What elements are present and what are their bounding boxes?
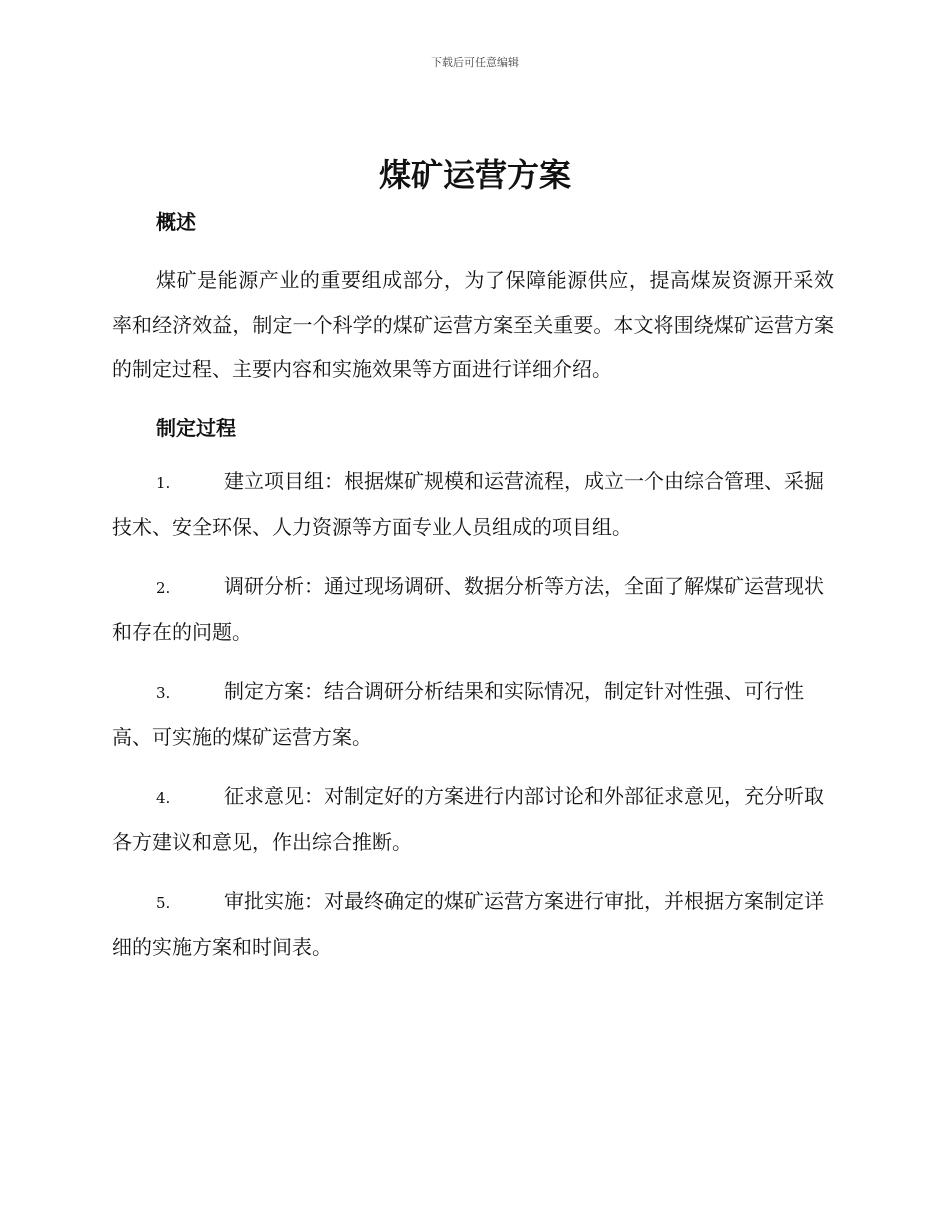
section-heading-overview: 概述 xyxy=(156,210,196,234)
list-item xyxy=(112,669,834,760)
list-item-number: 5. xyxy=(156,893,171,912)
list-item-number: 4. xyxy=(156,788,171,807)
list-item xyxy=(112,879,834,970)
list-item-text: 调研分析：通过现场调研、数据分析等方法，全面了解煤矿运营现状和存在的问题。 xyxy=(112,573,824,644)
list-item xyxy=(112,774,834,865)
section-heading-process: 制定过程 xyxy=(156,415,236,440)
header-note: 下载后可任意编辑 xyxy=(431,56,519,69)
list-item-number: 2. xyxy=(156,578,171,597)
document-title: 煤矿运营方案 xyxy=(378,156,571,194)
list-item xyxy=(112,564,834,655)
list-item-number: 3. xyxy=(156,683,171,702)
list-item-text: 制定方案：结合调研分析结果和实际情况，制定针对性强、可行性高、可实施的煤矿运营方案。 xyxy=(112,678,804,749)
list-item-text: 审批实施：对最终确定的煤矿运营方案进行审批，并根据方案制定详细的实施方案和时间表。 xyxy=(112,888,824,959)
process-list xyxy=(112,459,834,970)
list-item-number: 1. xyxy=(156,473,171,492)
document-body xyxy=(112,205,834,970)
overview-paragraph: 煤矿是能源产业的重要组成部分，为了保障能源供应，提高煤炭资源开采效率和经济效益，制定一个科学的煤矿运营方案至关重要。本文将围绕煤矿运营方案的制定过程、主要内容和实施效果等方面进行详细介绍。 xyxy=(112,268,834,381)
list-item-text: 建立项目组：根据煤矿规模和运营流程，成立一个由综合管理、采掘技术、安全环保、人力资源等方面专业人员组成的项目组。 xyxy=(112,468,824,539)
list-item xyxy=(112,459,834,550)
list-item-text: 征求意见：对制定好的方案进行内部讨论和外部征求意见，充分听取各方建议和意见，作出综合推断。 xyxy=(112,783,824,854)
